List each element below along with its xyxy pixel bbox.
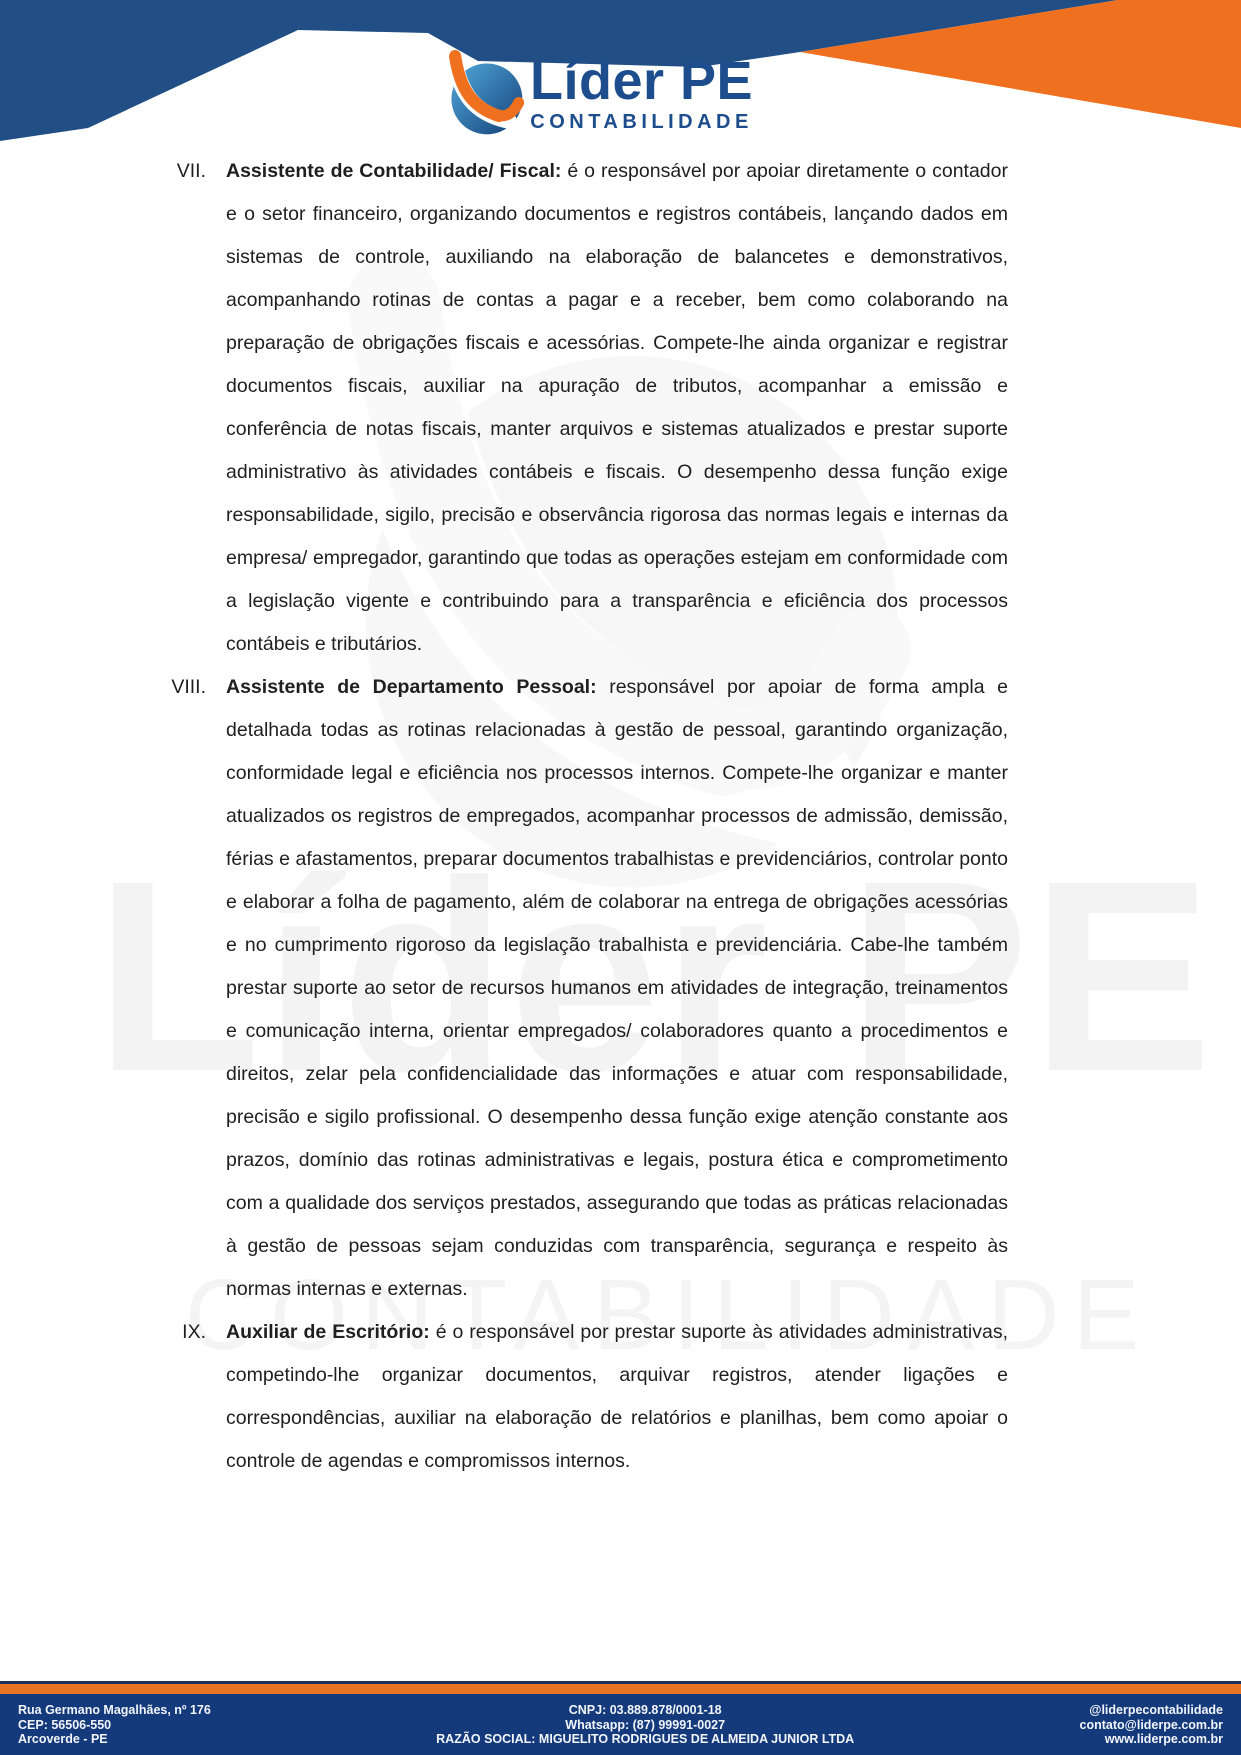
paragraph-assistente-contabilidade-fiscal <box>226 150 1008 666</box>
footer-bar <box>0 1694 1241 1755</box>
footer-company-block <box>211 1703 1080 1747</box>
logo-swoosh-icon <box>438 50 526 138</box>
footer-cep-line: CEP: 56506-550 <box>18 1717 112 1732</box>
logo-wordmark: Líder PE <box>530 51 754 111</box>
footer-website-line: www.liderpe.com.br <box>1104 1732 1223 1746</box>
footer-contact-block <box>1080 1703 1223 1747</box>
footer-email-line: contato@liderpe.com.br <box>1079 1717 1223 1732</box>
paragraph-body: é o responsável por apoiar diretamente o contador e o setor financeiro, organizando documentos e registros contábeis, lançando dados em sistemas de controle, auxiliando na elaboração de balancetes e demonstrativos, acompanhando rotinas de contas a pagar e a receber, bem como colaborando na preparação de obrigações fiscais e acessórias. Compete-lhe ainda organizar e registrar documentos fiscais, auxiliar na apuração de tributos, acompanhar a emissão e conferência de notas fiscais, manter arquivos e sistemas atualizados e prestar suporte administrativo às atividades contábeis e fiscais. O desempenho dessa função exige responsabilidade, sigilo, precisão e observância rigorosa das normas legais e internas da empresa/ empregador, garantindo que todas as operações estejam em conformidade com a legislação vigente e contribuindo para a transparência e eficiência dos processos contábeis e tributários. <box>226 160 1008 655</box>
paragraph-title: Assistente de Departamento Pessoal: <box>226 676 597 698</box>
footer <box>0 1681 1241 1755</box>
paragraph-assistente-departamento-pessoal <box>226 666 1008 1311</box>
paragraph-title: Auxiliar de Escritório: <box>226 1321 430 1343</box>
paragraph-body: responsável por apoiar de forma ampla e detalhada todas as rotinas relacionadas à gestão de pessoal, garantindo organização, conformidade legal e eficiência nos processos internos. Compete-lhe organizar e manter atualizados os registros de empregados, acompanhar processos de admissão, demissão, férias e afastamentos, preparar documentos trabalhistas e previdenciários, controlar ponto e elaborar a folha de pagamento, além de colaborar na entrega de obrigações acessórias e no cumprimento rigoroso da legislação trabalhista e previdenciária. Cabe-lhe também prestar suporte ao setor de recursos humanos em atividades de integração, treinamentos e comunicação interna, orientar empregados/ colaboradores quanto a procedimentos e direitos, zelar pela confidencialidade das informações e atuar com responsabilidade, precisão e sigilo profissional. O desempenho dessa função exige atenção constante aos prazos, domínio das rotinas administrativas e legais, postura ética e comprometimento com a qualidade dos serviços prestados, assegurando que todas as práticas relacionadas à gestão de pessoas sejam conduzidas com transparência, segurança e respeito às normas internas e externas. <box>226 676 1009 1300</box>
footer-instagram-line: @liderpecontabilidade <box>1089 1703 1223 1717</box>
logo <box>438 50 753 138</box>
list-numeral: VII. <box>176 160 206 182</box>
footer-street-line: Rua Germano Magalhães, nº 176 <box>18 1703 211 1717</box>
list-numeral: IX. <box>182 1321 206 1343</box>
footer-cnpj-line: CNPJ: 03.889.878/0001-18 <box>568 1703 722 1717</box>
footer-city-line: Arcoverde - PE <box>18 1732 108 1746</box>
job-roles-list <box>152 150 1008 1483</box>
list-item-ix <box>152 1311 1008 1483</box>
list-item-viii <box>152 666 1008 1311</box>
footer-orange-strip <box>0 1684 1241 1694</box>
paragraph-auxiliar-de-escritorio <box>226 1311 1008 1483</box>
logo-text <box>530 51 754 134</box>
logo-subtitle: CONTABILIDADE <box>530 111 753 133</box>
footer-razao-social-line: RAZÃO SOCIAL: MIGUELITO RODRIGUES DE ALMEIDA JUNIOR LTDA <box>436 1732 855 1746</box>
paragraph-title: Assistente de Contabilidade/ Fiscal: <box>226 160 562 182</box>
paragraph-body: é o responsável por prestar suporte às atividades administrativas, competindo-lhe organizar documentos, arquivar registros, atender ligações e correspondências, auxiliar na elaboração de relatórios e planilhas, bem como apoiar o controle de agendas e compromissos internos. <box>226 1321 1009 1472</box>
list-item-vii <box>152 150 1008 666</box>
footer-whatsapp-line: Whatsapp: (87) 99991-0027 <box>565 1717 726 1732</box>
list-numeral: VIII. <box>171 676 206 698</box>
footer-address-block <box>18 1703 211 1747</box>
